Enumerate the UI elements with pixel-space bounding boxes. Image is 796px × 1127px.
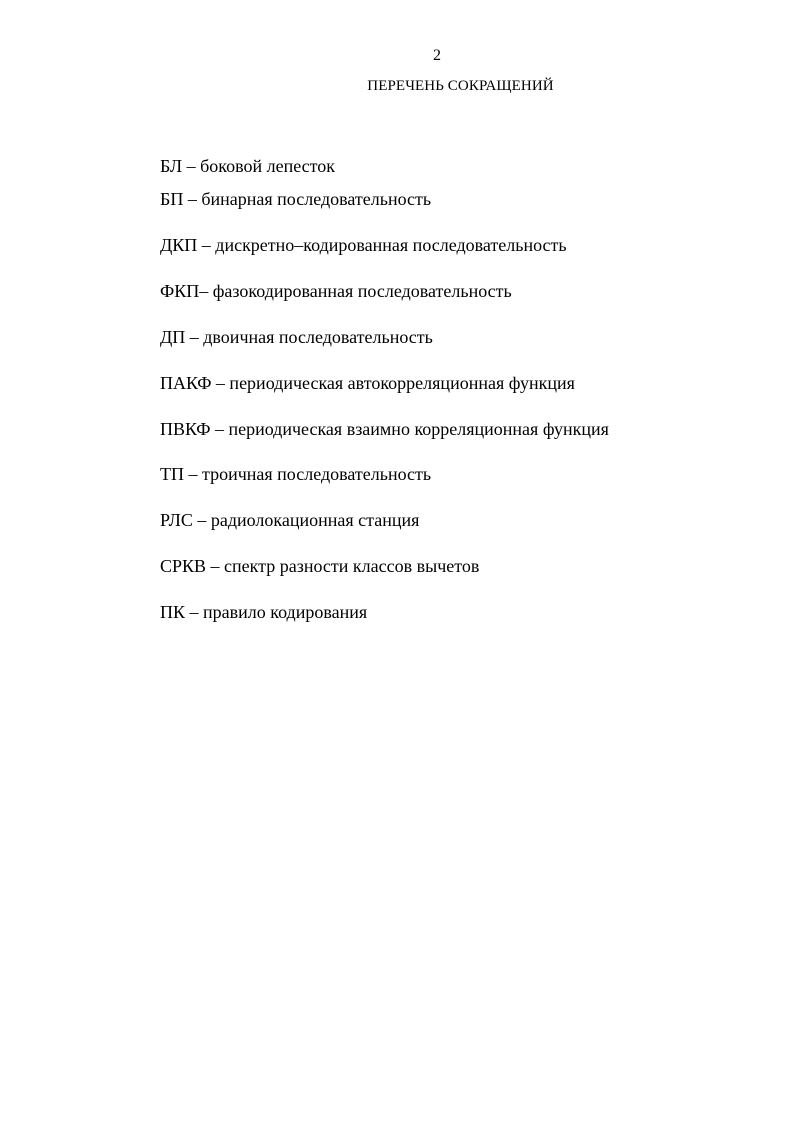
section-title: ПЕРЕЧЕНЬ СОКРАЩЕНИЙ: [367, 78, 554, 94]
abbreviation-item: ПВКФ – периодическая взаимно корреляционная функция: [160, 419, 609, 439]
abbreviation-item: ПАКФ – периодическая автокорреляционная функция: [160, 373, 575, 393]
abbreviation-item: ПК – правило кодирования: [160, 602, 368, 622]
page-number: 2: [433, 47, 441, 64]
abbreviation-item: СРКВ – спектр разности классов вычетов: [160, 556, 480, 576]
abbreviation-item: РЛС – радиолокационная станция: [160, 510, 420, 530]
abbreviation-item: ТП – троичная последовательность: [160, 464, 432, 484]
abbreviation-item: ФКП– фазокодированная последовательность: [160, 281, 512, 301]
abbreviation-item: БП – бинарная последовательность: [160, 189, 432, 209]
abbreviation-item: БЛ – боковой лепесток: [160, 156, 335, 176]
abbreviation-item: ДП – двоичная последовательность: [160, 327, 433, 347]
abbreviation-item: ДКП – дискретно–кодированная последовательность: [160, 235, 567, 255]
